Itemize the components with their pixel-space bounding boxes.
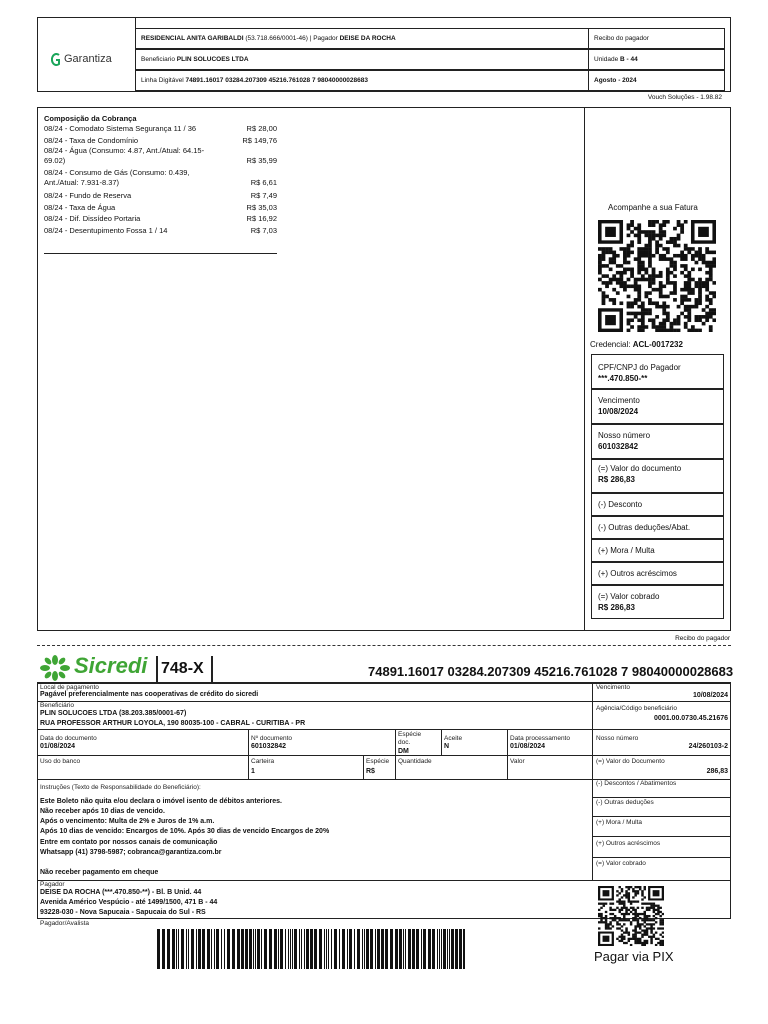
side-valor-doc-label: (=) Valor do documento: [598, 464, 682, 473]
slip-col-a: [248, 729, 249, 779]
composition-item-value: R$ 35,03: [246, 203, 277, 212]
side-cpf: [591, 354, 724, 389]
slip-right-col-divider: [592, 683, 593, 881]
data-proc-value: 01/08/2024: [510, 743, 546, 750]
header-linha-line: [141, 77, 368, 84]
composition-item: [44, 226, 277, 236]
credencial-line: [590, 340, 683, 349]
side-venc-value: 10/08/2024: [598, 407, 639, 416]
acompanhe-text: Acompanhe a sua Fatura: [608, 203, 698, 212]
slip-row-line-5: [37, 880, 731, 881]
composition-item: [44, 168, 277, 188]
side-nosso-value: 601032842: [598, 442, 639, 451]
composition-item-desc: 08/24 - Desentupimento Fossa 1 / 14: [44, 226, 168, 235]
side-outros: [591, 562, 724, 585]
composition-item-value: R$ 35,99: [246, 156, 277, 165]
pagador-label: Pagador: [40, 881, 65, 888]
side-outras-label: (-) Outras deduções/Abat.: [598, 523, 691, 532]
header-benef-line: [141, 56, 249, 63]
slip-row-line-1: [37, 701, 731, 702]
num-doc-value: 601032842: [251, 743, 287, 750]
composition-item: [44, 124, 277, 134]
side-nosso-label: Nosso número: [598, 431, 651, 440]
slip-col-d: [507, 729, 508, 779]
side-cpf-value: ***.470.850-**: [598, 374, 648, 383]
data-doc-label: Data do documento: [40, 735, 97, 742]
composition-divider: [584, 107, 585, 631]
composition-item-desc: 08/24 - Comodato Sistema Segurança 11 / 36: [44, 124, 197, 133]
sicredi-logo-text: Sicredi: [74, 653, 148, 678]
slip-valor-doc-label: (=) Valor do Documento: [596, 758, 665, 765]
linha-value: 74891.16017 03284.207309 45216.761028 7 98040000028683: [185, 77, 368, 84]
slip-col-b: [395, 729, 396, 779]
slip-valor-doc-value: 286,83: [706, 768, 728, 775]
slip-linha-digitavel: 74891.16017 03284.207309 45216.761028 7 98040000028683: [368, 664, 734, 679]
composition-item: [44, 136, 277, 146]
pix-label: Pagar via PIX: [594, 949, 674, 964]
credencial-label: Credencial:: [590, 340, 631, 349]
side-outros-label: (+) Outros acréscimos: [598, 569, 677, 578]
header-col-divider: [588, 28, 589, 91]
slip-recibo: Recibo do pagador: [675, 635, 730, 642]
slip-right-line-3: [592, 836, 731, 837]
avalista-label: Pagador/Avalista: [40, 920, 90, 927]
instruction-line: Este Boleto não quita e/ou declara o imóvel isento de débitos anteriores.: [40, 798, 282, 805]
pagador-line2: Avenida Américo Vespúcio - até 1499/1500, 471 B - 44: [40, 899, 218, 906]
instruction-line: Após 10 dias de vencido: Encargos de 10%. Após 30 dias de vencido Encargos de 20%: [40, 828, 330, 835]
side-cobrado-label: (=) Valor cobrado: [598, 592, 660, 601]
num-doc-label: Nº documento: [251, 735, 293, 742]
especie-doc-label: Espécie doc.: [398, 731, 422, 746]
aceite-label: Aceite: [444, 735, 463, 742]
instruction-line: Entre em contato por nossos canais de comunicação: [40, 839, 218, 846]
benef-label: Beneficiario: [141, 56, 175, 63]
composition-item-value: R$ 7,03: [250, 226, 277, 235]
especie-label: Espécie: [366, 758, 390, 765]
composition-item: [44, 191, 277, 201]
valor-label: Valor: [510, 758, 525, 765]
bank-divider-1: [156, 656, 158, 682]
slip-venc-label: Vencimento: [596, 684, 630, 691]
slip-col-c: [441, 729, 442, 755]
side-valor-doc: [591, 459, 724, 493]
composition-item-desc: 08/24 - Consumo de Gás (Consumo: 0.439, Ant./Atual: 7.931-8.37): [44, 168, 190, 187]
composition-item-desc: 08/24 - Taxa de Condomínio: [44, 136, 139, 145]
garantiza-logo-text: Garantiza: [64, 53, 112, 65]
payer-name: DEISE DA ROCHA: [339, 35, 396, 42]
composition-item: [44, 214, 277, 224]
side-venc-label: Vencimento: [598, 396, 640, 405]
linha-label: Linha Digitável: [141, 77, 184, 84]
slip-benef-line2: RUA PROFESSOR ARTHUR LOYOLA, 190 80035-100 - CABRAL - CURITIBA - PR: [40, 720, 306, 727]
unidade-value: B - 44: [620, 56, 638, 63]
especie-value: R$: [366, 768, 375, 775]
slip-cut-line: [37, 645, 731, 646]
especie-doc-value: DM: [398, 748, 409, 755]
cond-cnpj: (53.718.666/0001-46) | Pagador: [245, 35, 338, 42]
composition-item: [44, 203, 277, 213]
composition-item-value: R$ 7,49: [250, 191, 277, 200]
slip-mora-label: (+) Mora / Multa: [596, 819, 643, 826]
side-cobrado-value: R$ 286,83: [598, 603, 635, 612]
aceite-value: N: [444, 743, 450, 750]
composition-item-desc: 08/24 - Dif. Dissídeo Portaria: [44, 214, 141, 223]
slip-col-e: [363, 755, 364, 779]
vouch-version: Vouch Soluções - 1.98.82: [647, 94, 722, 101]
instruction-line: Whatsapp (41) 3798-5987; cobranca@garantiza.com.br: [40, 849, 222, 856]
slip-cobrado-label: (=) Valor cobrado: [596, 860, 646, 867]
agencia-label: Agência/Código beneficiário: [596, 705, 677, 712]
header-cond-line: [141, 35, 396, 42]
carteira-label: Carteira: [251, 758, 275, 765]
composition-end-line: [44, 253, 277, 254]
cond-name: RESIDENCIAL ANITA GARIBALDI: [141, 35, 244, 42]
side-nosso-numero: [591, 424, 724, 459]
side-vencimento: [591, 389, 724, 424]
side-desconto: [591, 493, 724, 516]
pagador-line1: DEISE DA ROCHA (***.470.850-**) - Bl. B Unid. 44: [40, 889, 202, 896]
slip-outras-label: (-) Outras deduções: [596, 799, 654, 806]
benef-value: PLIN SOLUCOES LTDA: [176, 56, 249, 63]
slip-venc-value: 10/08/2024: [692, 692, 728, 699]
composition-item-desc: 08/24 - Fundo de Reserva: [44, 191, 132, 200]
local-value: Pagável preferencialmente nas cooperativas de crédito do sicredi: [40, 691, 259, 698]
bank-divider-2: [211, 656, 213, 682]
quantidade-label: Quantidade: [398, 758, 432, 765]
composition-item-desc: 08/24 - Taxa de Água: [44, 203, 116, 212]
composition-item: [44, 146, 277, 166]
slip-descontos-label: (-) Descontos / Abatimentos: [596, 780, 677, 787]
slip-right-line-2: [592, 816, 731, 817]
agencia-value: 0001.00.0730.45.21676: [654, 715, 728, 722]
slip-right-line-4: [592, 857, 731, 858]
data-doc-value: 01/08/2024: [40, 743, 76, 750]
slip-right-line-1: [592, 797, 731, 798]
bank-code: 748-X: [161, 660, 204, 677]
instr-label: Instruções (Texto de Responsabilidade do Beneficiário):: [40, 784, 201, 791]
data-proc-label: Data processamento: [510, 735, 570, 742]
slip-benef-line1: PLIN SOLUCOES LTDA (38.203.385/0001-67): [40, 710, 187, 717]
instruction-line: Após o vencimento: Multa de 2% e Juros de 1% a.m.: [40, 818, 215, 825]
instr-last: Não receber pagamento em cheque: [40, 869, 159, 876]
composition-item-value: R$ 149,76: [242, 136, 277, 145]
slip-benef-label: Beneficiário: [40, 702, 74, 709]
side-mora: [591, 539, 724, 562]
garantiza-logo-icon: [51, 53, 61, 67]
pagador-line3: 93228-030 - Nova Sapucaia - Sapucaia do Sul - RS: [40, 909, 206, 916]
composition-item-value: R$ 6,61: [250, 178, 277, 187]
header-recibo: Recibo do pagador: [594, 35, 649, 42]
composition-item-desc: 08/24 - Água (Consumo: 4.87, Ant./Atual: 64.15-69.02): [44, 146, 205, 165]
instruction-line: Não receber após 10 dias de vencido.: [40, 808, 165, 815]
composition-title: Composição da Cobrança: [44, 114, 137, 123]
uso-label: Uso do banco: [40, 758, 81, 765]
side-valor-doc-value: R$ 286,83: [598, 475, 635, 484]
side-desconto-label: (-) Desconto: [598, 500, 643, 509]
pix-qr-code: [598, 886, 664, 946]
header-periodo: Agosto - 2024: [594, 77, 637, 84]
side-outras: [591, 516, 724, 539]
composition-item-value: R$ 28,00: [246, 124, 277, 133]
header-unidade: [594, 56, 638, 63]
unidade-label: Unidade: [594, 56, 619, 63]
side-cpf-label: CPF/CNPJ do Pagador: [598, 363, 681, 372]
slip-row-line-3: [37, 755, 731, 756]
side-cobrado: [591, 585, 724, 619]
composition-item-value: R$ 16,92: [246, 214, 277, 223]
side-mora-label: (+) Mora / Multa: [598, 546, 655, 555]
fatura-qr-code: [598, 220, 716, 332]
slip-outros-label: (+) Outros acréscimos: [596, 840, 661, 847]
sicredi-logo-icon: [40, 655, 70, 681]
slip-row-line-2: [37, 729, 731, 730]
slip-nosso-value: 24/260103-2: [688, 743, 728, 750]
credencial-value: ACL-0017232: [632, 340, 683, 349]
slip-nosso-label: Nosso número: [596, 735, 639, 742]
boleto-barcode: [157, 929, 465, 969]
local-label: Local de pagamento: [40, 684, 99, 691]
carteira-value: 1: [251, 768, 255, 775]
